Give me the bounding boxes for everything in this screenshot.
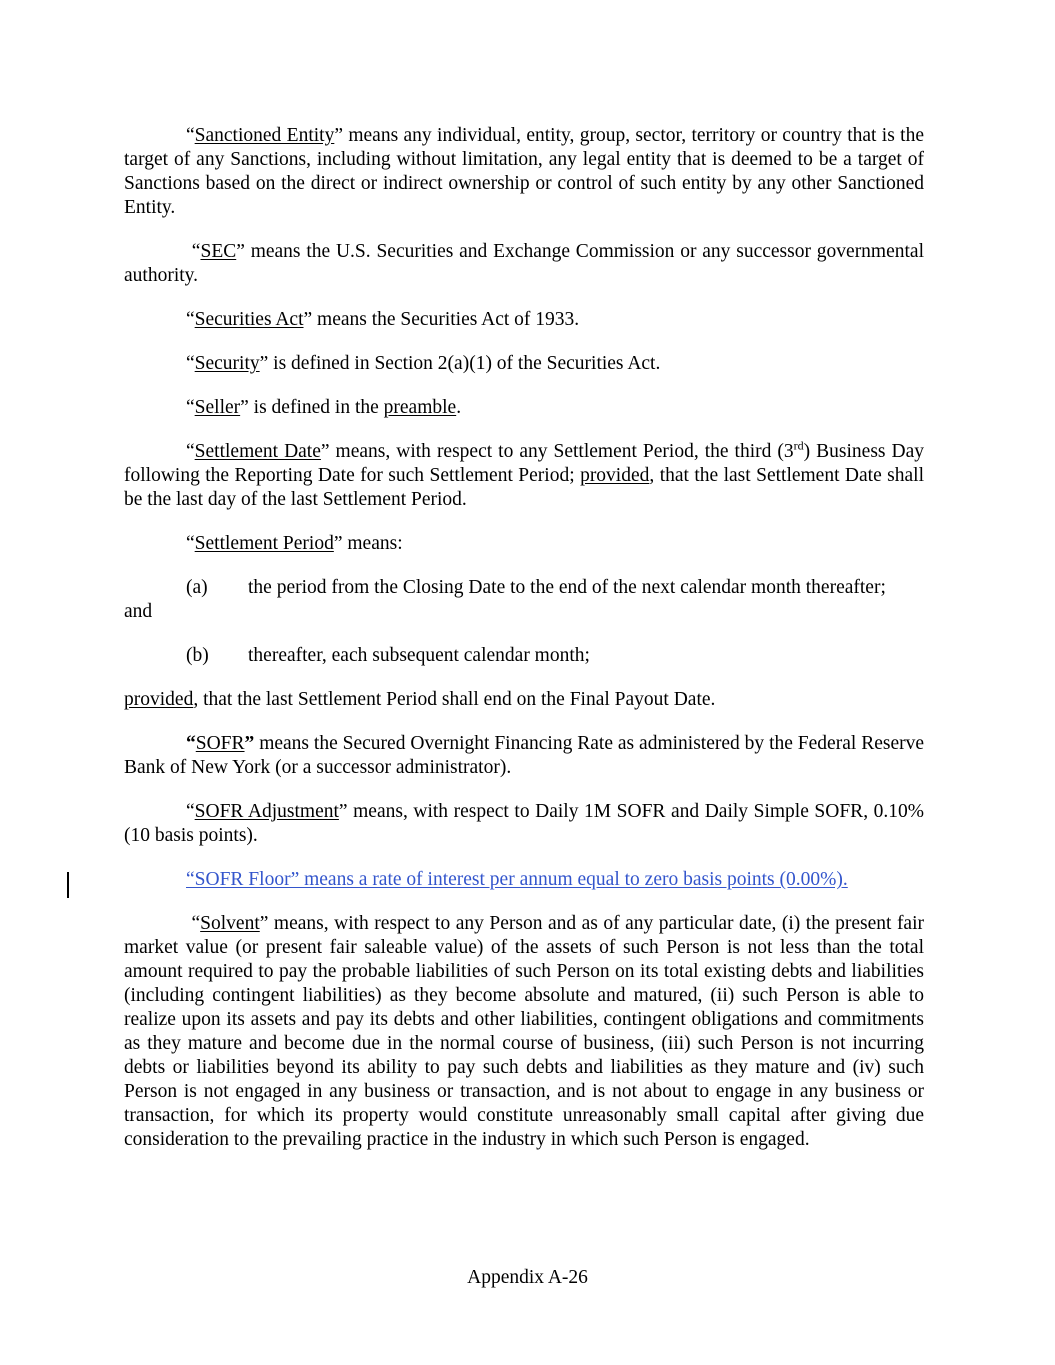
definition-securities-act: [124, 308, 924, 332]
change-bar: [67, 872, 69, 898]
open-quote: “: [186, 801, 195, 822]
definition-settlement-date: [124, 438, 929, 512]
defined-term: SOFR Adjustment: [194, 801, 339, 822]
open-quote: “: [186, 397, 195, 418]
definition-text: ” means, with respect to Daily 1M SOFR and Daily Simple SOFR, 0.10% (10 basis points).: [124, 801, 924, 846]
definition-text: ” is defined in the: [240, 397, 384, 418]
period: .: [456, 397, 462, 418]
defined-term: SOFR: [195, 733, 245, 754]
item-text: thereafter, each subsequent calendar month;: [248, 645, 590, 666]
proviso-word: provided: [124, 689, 194, 710]
definition-sec: [124, 240, 924, 288]
definition-text: ” means the Securities Act of 1933.: [303, 309, 580, 330]
defined-term: Securities Act: [194, 309, 304, 330]
definition-text: ” means:: [333, 533, 403, 554]
definition-solvent: [124, 912, 924, 1152]
definition-text: means the Secured Overnight Financing Rate as administered by the Federal Reserve Bank of New York (or a successor administrator).: [124, 733, 929, 778]
definition-text: ” means the U.S. Securities and Exchange Commission or any successor governmental authority.: [124, 241, 924, 286]
inserted-revision-text: “SOFR Floor” means a rate of interest per annum equal to zero basis points (0.00%).: [186, 869, 848, 890]
item-label: (a): [186, 577, 208, 598]
definition-sofr-floor: [124, 868, 924, 892]
open-quote: “: [186, 441, 195, 462]
definition-text: ” means, with respect to any Person and as of any particular date, (i) the present fair market value (or present fair saleable value) of the assets of such Person is not less than the total amount required to pay the probable liabilities of such Person on its total existing debts and liabilities (including contingent liabilities) as they become absolute and matured, (ii) such Person is able to realize upon its assets and pay its debts and other liabilities, contingent obligations and commitments as they mature and become due in the normal course of business, (iii) such Person is not incurring debts or liabilities beyond its ability to pay such debts and liabilities as they mature and (iv) such Person is not engaged in any business or transaction, and is not about to engage in any business or transaction, for which its property would constitute unreasonably small capital after giving due consideration to the prevailing practice in the industry in which such Person is engaged.: [124, 913, 925, 1150]
list-item: [124, 576, 924, 624]
definition-text: ” is defined in Section 2(a)(1) of the Securities Act.: [259, 353, 661, 374]
cross-reference: preamble: [383, 397, 457, 418]
open-quote: “: [186, 309, 195, 330]
definition-sanctioned-entity: [124, 124, 924, 220]
definition-seller: [124, 396, 924, 420]
definition-security: [124, 352, 924, 376]
ordinal-suffix: rd: [793, 438, 804, 453]
open-quote: “: [186, 353, 195, 374]
list-item: [124, 644, 924, 668]
defined-term: SEC: [200, 241, 237, 262]
defined-term: Security: [194, 353, 260, 374]
definition-text: , that the last Settlement Date shall be the last day of the last Settlement Period.: [124, 465, 924, 510]
document-page: [124, 124, 929, 1172]
proviso-text: , that the last Settlement Period shall end on the Final Payout Date.: [193, 689, 716, 710]
open-quote: “: [186, 125, 195, 146]
open-quote: “: [186, 733, 196, 754]
open-quote: “: [186, 913, 201, 934]
item-label: (b): [186, 645, 209, 666]
definition-text: ” means, with respect to any Settlement Period, the third (3: [320, 441, 794, 462]
close-quote: ”: [244, 733, 255, 754]
definition-sofr: [124, 732, 929, 780]
item-text: the period from the Closing Date to the end of the next calendar month thereafter;: [248, 577, 886, 598]
settlement-period-proviso: [124, 688, 924, 712]
defined-term: Solvent: [200, 913, 260, 934]
definition-sofr-adjustment: [124, 800, 924, 848]
defined-term: Seller: [194, 397, 241, 418]
definition-settlement-period: [124, 532, 924, 556]
open-quote: “: [186, 241, 201, 262]
proviso-word: provided: [580, 465, 650, 486]
definition-text: ” means any individual, entity, group, sector, territory or country that is the target of any Sanctions, including without limitation, any legal entity that is deemed to be a target of Sanctions based on the direct or indirect ownership or control of such entity by any other Sanctioned Entity.: [124, 125, 924, 218]
defined-term: Settlement Period: [194, 533, 334, 554]
definition-text: ) Business Day following the Reporting Date for such Settlement Period;: [124, 441, 929, 486]
item-tail: and: [124, 601, 153, 622]
defined-term: Sanctioned Entity: [194, 125, 335, 146]
page-footer: Appendix A-26: [467, 1267, 588, 1288]
defined-term: Settlement Date: [194, 441, 321, 462]
open-quote: “: [186, 533, 195, 554]
